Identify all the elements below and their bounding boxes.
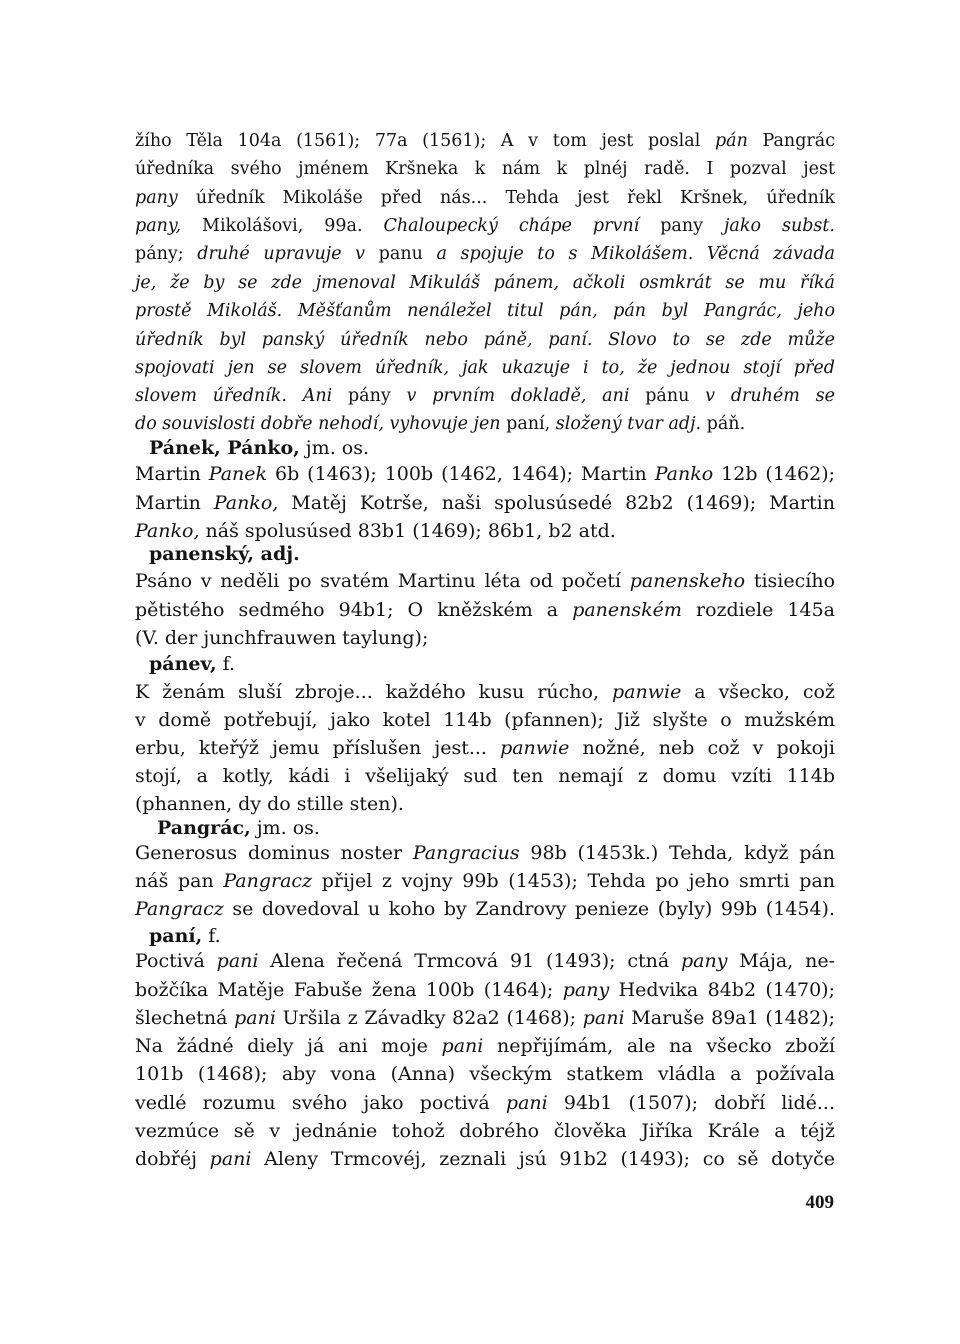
italic-run: pany bbox=[680, 950, 728, 972]
bold-run: panenský, bbox=[149, 543, 255, 565]
italic-run: panenskeho bbox=[629, 570, 746, 592]
italic-run: Panek bbox=[208, 463, 268, 485]
text-line bbox=[135, 677, 835, 707]
text-line bbox=[135, 270, 835, 296]
text-run: žího Těla 104a (1561); 77a (1561); A v tom jest poslal bbox=[135, 131, 715, 151]
text-line bbox=[135, 946, 835, 976]
entry-headword bbox=[149, 540, 835, 568]
text-run: f. bbox=[216, 653, 236, 675]
bold-run: Pánek, Pánko, bbox=[149, 437, 300, 459]
text-run: božčíka Matěje Fabuše žena 100b (1464); bbox=[135, 979, 563, 1001]
italic-run: pani bbox=[234, 1007, 276, 1029]
text-run: se dovedoval u koho by Zandrovy penieze (byly) 99b (1454). bbox=[223, 898, 835, 920]
text-run: Martin bbox=[135, 463, 209, 485]
text-line bbox=[135, 761, 835, 791]
page-number: 409 bbox=[805, 1192, 834, 1213]
text-line bbox=[135, 566, 835, 596]
text-run: přijel z vojny 99b (1453); Tehda po jeho smrti pan bbox=[312, 870, 836, 892]
text-line bbox=[135, 128, 835, 154]
text-run: 98b (1453k.) Tehda, když pán bbox=[519, 842, 835, 864]
bold-run: adj. bbox=[254, 543, 300, 565]
text-run: Na žádné diely já ani moje bbox=[135, 1035, 442, 1057]
text-run: pětistého sedmého 94b1; O kněžském a bbox=[135, 599, 573, 621]
text-line bbox=[135, 327, 835, 353]
italic-run: Panko bbox=[654, 463, 714, 485]
text-run: 6b (1463); 100b (1462, 1464); Martin bbox=[267, 463, 655, 485]
text-run: Mája, ne- bbox=[727, 950, 835, 972]
text-run: erbu, kteřýž jemu příslušen jest... bbox=[135, 737, 501, 759]
text-run: paní, bbox=[500, 414, 556, 434]
text-line bbox=[135, 975, 835, 1005]
text-run: nepřijímám, ale na všecko zboží bbox=[483, 1035, 835, 1057]
text-line bbox=[135, 1144, 835, 1174]
text-line bbox=[135, 355, 835, 381]
text-line bbox=[135, 298, 835, 324]
text-run: páň. bbox=[701, 414, 746, 434]
italic-run: Pangracz bbox=[223, 870, 313, 892]
text-run: náš spolusúsed 83b1 (1469); 86b1, b2 atd. bbox=[199, 520, 616, 542]
italic-run: Panko, bbox=[135, 520, 200, 542]
italic-run: pán bbox=[714, 131, 748, 151]
text-run: jm. os. bbox=[299, 437, 370, 459]
text-line bbox=[135, 705, 835, 735]
text-line bbox=[135, 185, 835, 211]
italic-run: Panko, bbox=[213, 492, 279, 514]
text-line bbox=[135, 1116, 835, 1146]
italic-run: Pangracius bbox=[412, 842, 520, 864]
text-run: rozdiele 145a bbox=[681, 599, 835, 621]
text-run: vezmúce sě v jednánie tohož dobrého člověka Jiříka Krále a téjž bbox=[135, 1120, 835, 1142]
text-run: šlechetná bbox=[135, 1007, 235, 1029]
italic-run: úředník byl panský úředník nebo páně, paní. Slovo to se zde může bbox=[135, 330, 835, 350]
text-run: v domě potřebují, jako kotel 114b (pfannen); Již slyšte o mužském bbox=[135, 709, 835, 731]
text-run: nožné, neb což v pokoji bbox=[569, 737, 835, 759]
italic-run: panwie bbox=[612, 681, 682, 703]
italic-run: do souvislosti dobře nehodí, vyhovuje jen bbox=[135, 414, 501, 434]
text-run: Mikolášovi, 99a. bbox=[181, 216, 384, 236]
text-run: 94b1 (1507); dobří lidé... bbox=[547, 1092, 835, 1114]
text-run: Hedvika 84b2 (1470); bbox=[609, 979, 835, 1001]
text-line bbox=[135, 838, 835, 868]
text-run: Martin bbox=[135, 492, 214, 514]
italic-run: jako subst. bbox=[723, 216, 835, 236]
text-run: úředníka svého jménem Kršneka k nám k plnéj radě. I pozval jest bbox=[135, 159, 835, 179]
italic-run: pani bbox=[441, 1035, 484, 1057]
italic-run: pany bbox=[135, 188, 178, 208]
text-line bbox=[135, 1031, 835, 1061]
text-run: Matěj Kotrše, naši spolusúsedé 82b2 (1469); Martin bbox=[278, 492, 835, 514]
text-run: 101b (1468); aby vona (Anna) všeckým statkem vládla a požívala bbox=[135, 1063, 835, 1085]
text-line bbox=[135, 1003, 835, 1033]
text-line bbox=[135, 595, 835, 625]
italic-run: pani bbox=[505, 1092, 548, 1114]
text-run: vedlé rozumu svého jako poctivá bbox=[135, 1092, 506, 1114]
italic-run: spojovati jen se slovem úředník, jak ukazuje i to, že jednou stojí před bbox=[135, 358, 835, 378]
bold-run: Pangrác, bbox=[157, 817, 251, 839]
text-run: a všecko, což bbox=[681, 681, 835, 703]
text-run: Alena řečená Trmcová 91 (1493); ctná bbox=[258, 950, 681, 972]
italic-run: pani bbox=[209, 1148, 252, 1170]
text-run: pány bbox=[332, 386, 407, 406]
italic-run: panenském bbox=[572, 599, 682, 621]
italic-run: Pangracz bbox=[135, 898, 224, 920]
text-run: úředník Mikoláše před nás... Tehda jest řekl Kršnek, úředník bbox=[177, 188, 835, 208]
text-line bbox=[135, 866, 835, 896]
text-run: pany bbox=[639, 216, 724, 236]
text-run: tisiecího bbox=[745, 570, 836, 592]
text-run: Psáno v neděli po svatém Martinu léta od početí bbox=[135, 570, 630, 592]
text-run: 12b (1462); bbox=[713, 463, 836, 485]
text-run: dobřéj bbox=[135, 1148, 210, 1170]
italic-run: v druhém se bbox=[705, 386, 835, 406]
italic-run: a spojuje to s Mikolášem. Věcná závada bbox=[436, 244, 835, 264]
italic-run: pany bbox=[562, 979, 610, 1001]
text-run: Maruše 89a1 (1482); bbox=[624, 1007, 836, 1029]
italic-run: pani bbox=[216, 950, 259, 972]
entry-headword bbox=[149, 650, 835, 678]
text-run: (V. der junchfrauwen taylung); bbox=[135, 627, 429, 649]
text-run: pánu bbox=[629, 386, 706, 406]
text-run: panu bbox=[365, 244, 437, 264]
text-run: Aleny Trmcovéj, zeznali jsú 91b2 (1493); co sě dotyče bbox=[251, 1148, 835, 1170]
text-run: f. bbox=[202, 925, 221, 947]
text-run: Uršila z Závadky 82a2 (1468); bbox=[275, 1007, 583, 1029]
text-line bbox=[135, 459, 835, 489]
italic-run: slovem úředník. Ani bbox=[135, 386, 333, 406]
text-run: jm. os. bbox=[250, 817, 320, 839]
text-line bbox=[135, 213, 835, 239]
text-line bbox=[135, 733, 835, 763]
text-run: Generosus dominus noster bbox=[135, 842, 413, 864]
text-run: Poctivá bbox=[135, 950, 217, 972]
text-line bbox=[135, 488, 835, 518]
italic-run: prostě Mikoláš. Měšťanům nenáležel titul pán, pán byl Pangrác, jeho bbox=[135, 301, 835, 321]
text-line bbox=[135, 894, 835, 924]
bold-run: paní, bbox=[149, 925, 203, 947]
text-run: pány; bbox=[135, 244, 198, 264]
text-line bbox=[135, 156, 835, 182]
text-line bbox=[135, 1088, 835, 1118]
italic-run: pany, bbox=[135, 216, 182, 236]
entry-headword bbox=[149, 434, 835, 462]
text-run: K ženám sluší zbroje... každého kusu rúcho, bbox=[135, 681, 612, 703]
text-run: náš pan bbox=[135, 870, 224, 892]
text-run: (phannen, dy do stille sten). bbox=[135, 793, 404, 815]
italic-run: panwie bbox=[500, 737, 570, 759]
italic-run: Chaloupecký chápe první bbox=[383, 216, 640, 236]
text-run: stojí, a kotly, kádi i všelijaký sud ten nemají z domu vzíti 114b bbox=[135, 765, 835, 787]
bold-run: pánev, bbox=[149, 653, 217, 675]
text-line bbox=[135, 383, 835, 409]
italic-run: druhé upravuje v bbox=[197, 244, 366, 264]
italic-run: je, že by se zde jmenoval Mikuláš pánem, ačkoli osmkrát se mu říká bbox=[135, 273, 835, 293]
italic-run: pani bbox=[582, 1007, 625, 1029]
text-line bbox=[135, 623, 835, 653]
text-run: Pangrác bbox=[747, 131, 835, 151]
text-line bbox=[135, 241, 835, 267]
text-line bbox=[135, 1059, 835, 1089]
italic-run: složený tvar adj. bbox=[555, 414, 702, 434]
italic-run: v prvním dokladě, ani bbox=[406, 386, 630, 406]
